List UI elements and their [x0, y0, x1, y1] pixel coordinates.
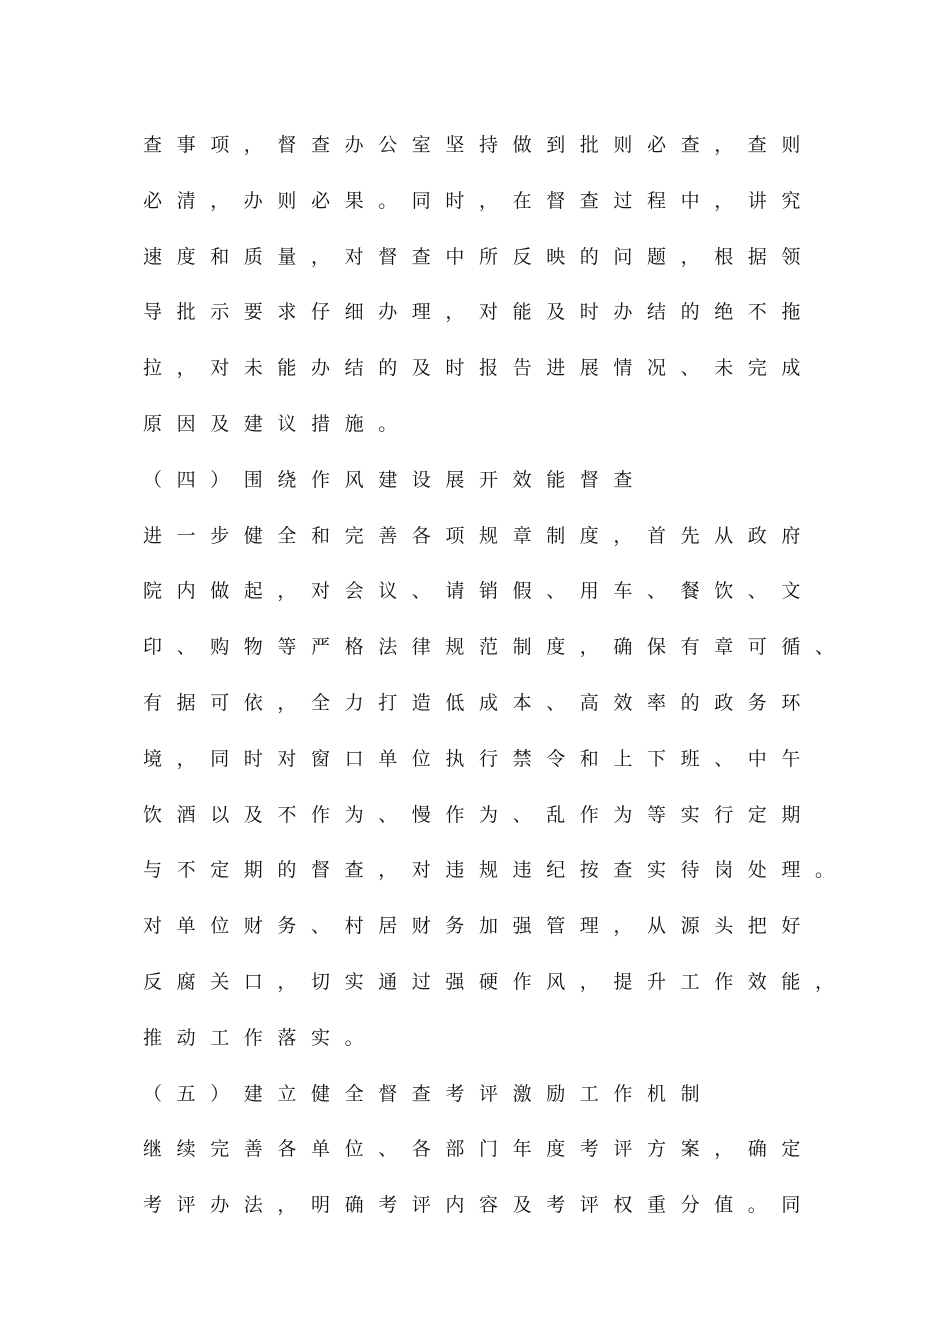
text-line: 印、购物等严格法律规范制度，确保有章可循、	[143, 636, 849, 659]
text-line: 导批示要求仔细办理，对能及时办结的绝不拖	[143, 301, 816, 324]
section-heading: （五）建立健全督查考评激励工作机制	[143, 1082, 715, 1105]
text-line: 查事项，督查办公室坚持做到批则必查，查则	[143, 134, 816, 156]
text-line: 考评办法，明确考评内容及考评权重分值。同	[143, 1194, 816, 1217]
text-line: 必清，办则必果。同时，在督查过程中，讲究	[143, 189, 816, 212]
text-line: 院内做起，对会议、请销假、用车、餐饮、文	[143, 580, 816, 603]
document-body	[143, 128, 849, 1244]
text-line: 对单位财务、村居财务加强管理，从源头把好	[143, 915, 816, 938]
section-heading: （四）围绕作风建设展开效能督查	[143, 468, 648, 491]
text-line: 有据可依，全力打造低成本、高效率的政务环	[143, 691, 816, 714]
text-line: 速度和质量，对督查中所反映的问题，根据领	[143, 245, 816, 268]
text-line: 进一步健全和完善各项规章制度，首先从政府	[143, 524, 816, 547]
text-line: 与不定期的督查，对违规违纪按查实待岗处理。	[143, 859, 849, 882]
text-line: 反腐关口，切实通过强硬作风，提升工作效能，	[143, 970, 849, 993]
text-line: 饮酒以及不作为、慢作为、乱作为等实行定期	[143, 803, 816, 826]
text-line: 拉，对未能办结的及时报告进展情况、未完成	[143, 357, 816, 380]
text-line: 推动工作落实。	[143, 1026, 379, 1049]
text-line: 原因及建议措施。	[143, 412, 412, 435]
text-line: 继续完善各单位、各部门年度考评方案，确定	[143, 1138, 816, 1161]
text-line: 境，同时对窗口单位执行禁令和上下班、中午	[143, 747, 816, 770]
